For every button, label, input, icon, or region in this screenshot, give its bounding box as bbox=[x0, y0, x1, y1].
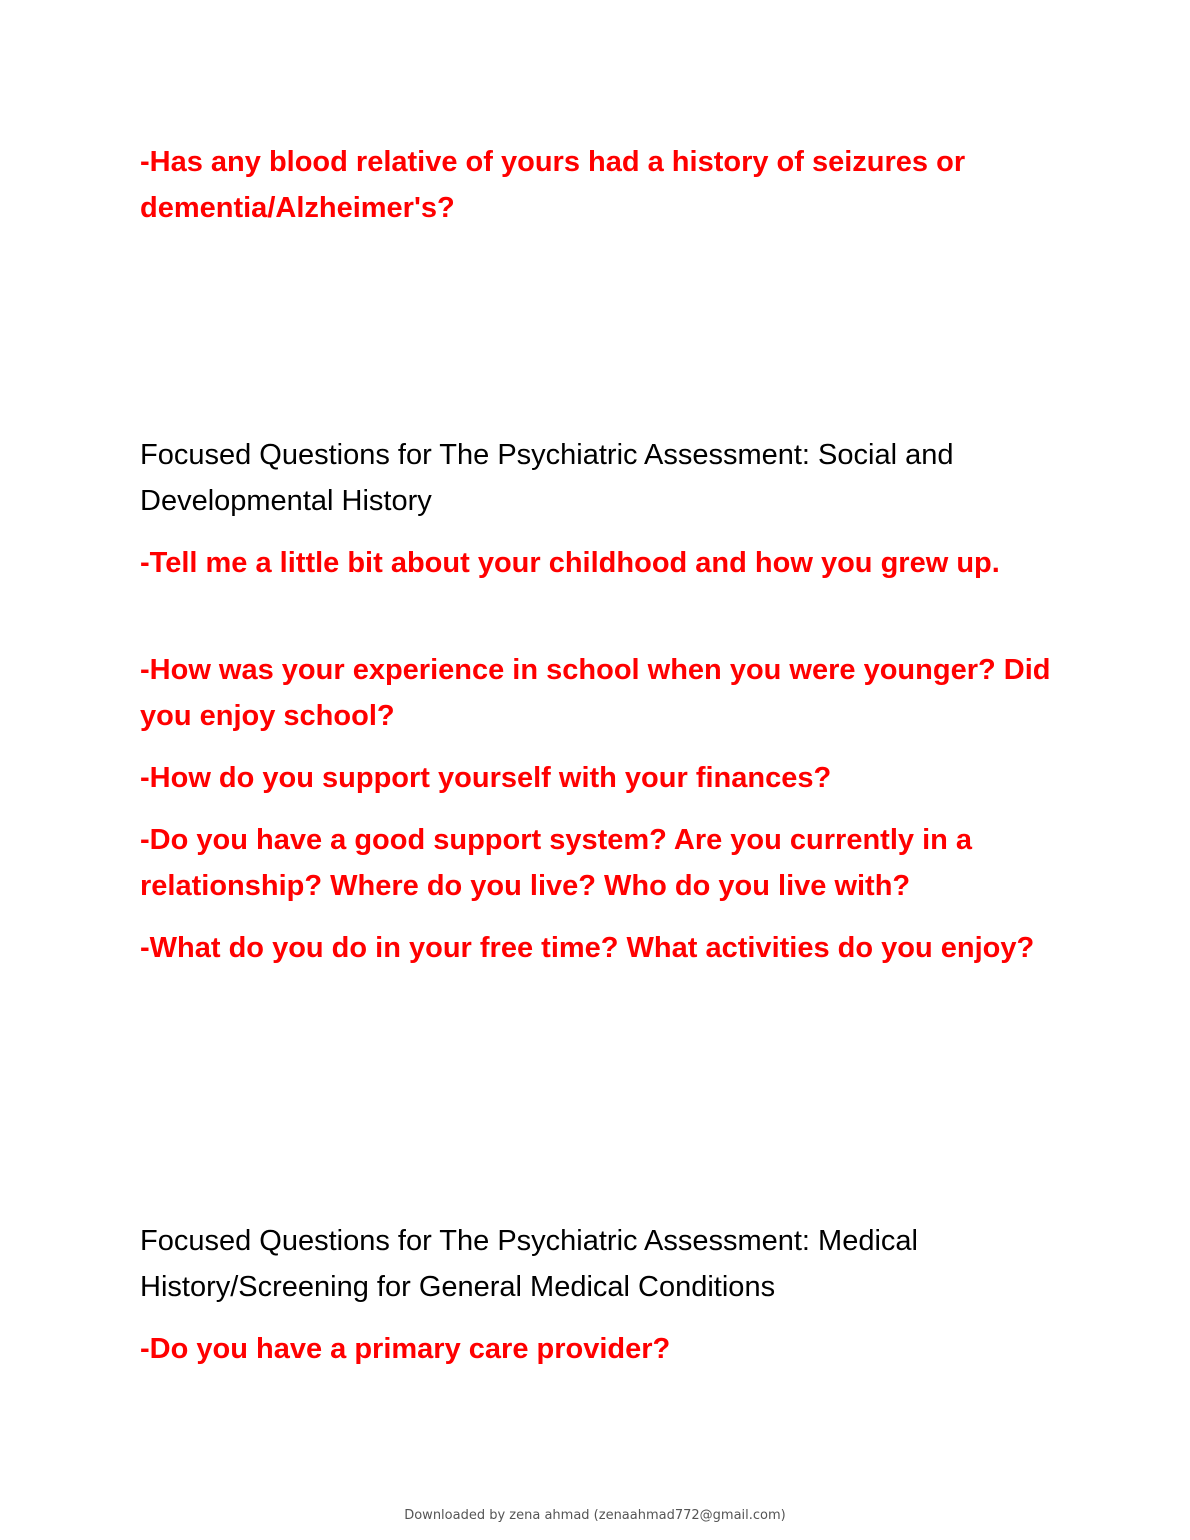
section-heading-social-developmental: Focused Questions for The Psychiatric Assessment: Social and Developmental History bbox=[140, 439, 954, 517]
question-seizures-dementia: -Has any blood relative of yours had a history of seizures or dementia/Alzheimer's? bbox=[140, 146, 966, 224]
question-school-experience: -How was your experience in school when you were younger? Did you enjoy school? bbox=[140, 654, 1051, 732]
question-support-system: -Do you have a good support system? Are you currently in a relationship? Where do you live? Who do you live with? bbox=[140, 824, 973, 902]
question-childhood: -Tell me a little bit about your childhood and how you grew up. bbox=[140, 547, 1000, 579]
question-finances: -How do you support yourself with your finances? bbox=[140, 762, 832, 794]
section-heading-medical-history: Focused Questions for The Psychiatric Assessment: Medical History/Screening for General Medical Conditions bbox=[140, 1225, 918, 1303]
download-notice-footer: Downloaded by zena ahmad (zenaahmad772@gmail.com) bbox=[404, 1508, 786, 1523]
question-primary-care-provider: -Do you have a primary care provider? bbox=[140, 1333, 671, 1365]
question-free-time: -What do you do in your free time? What activities do you enjoy? bbox=[140, 932, 1035, 964]
